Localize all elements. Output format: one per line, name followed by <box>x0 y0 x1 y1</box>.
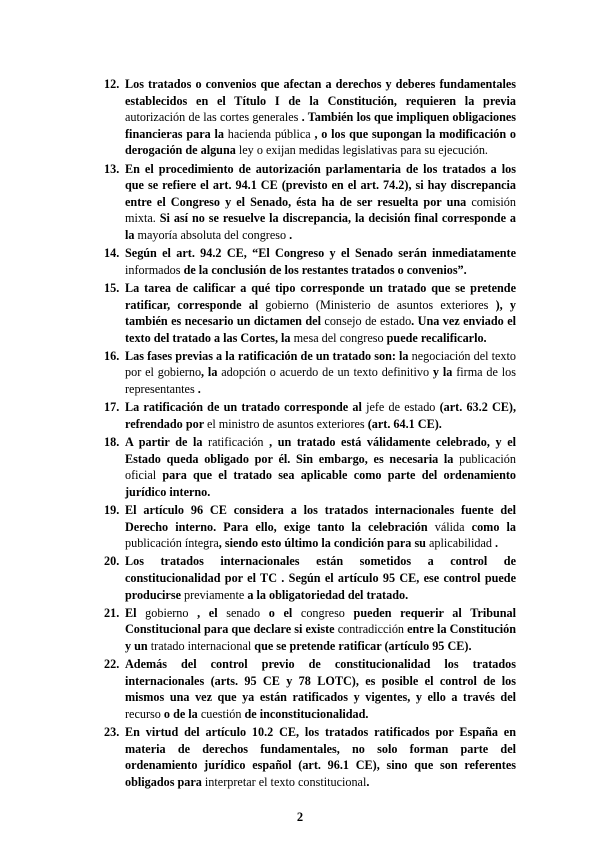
item-text-regular: el ministro de asuntos exteriores <box>206 416 365 431</box>
item-text-bold: como la <box>464 519 517 534</box>
item-number: 21. <box>104 605 120 620</box>
item-text-regular: negociación del texto por el gobierno <box>125 348 516 380</box>
list-item <box>104 553 516 603</box>
item-text-bold: pueden requerir al Tribunal Constitucional para que declare si existe <box>125 605 517 637</box>
item-text-regular: ratificación <box>208 435 264 450</box>
item-text-regular: interpretar el texto constitucional <box>204 774 367 789</box>
item-text-bold: Los tratados internacionales están sometidos a control de constitucionalidad por el TC . Según el artículo 95 CE, ese control puede producirse <box>125 554 516 602</box>
item-text-bold: y la <box>429 365 457 380</box>
item-number: 13. <box>104 161 120 176</box>
item-text-bold: El <box>125 605 146 620</box>
item-text-regular: mesa del congreso <box>293 330 384 345</box>
item-text-regular: hacienda pública <box>227 126 311 141</box>
item-text-bold: , siendo esto último la condición para su <box>218 536 430 551</box>
item-text-regular: publicación oficial <box>125 451 516 483</box>
item-text-bold: entre la Constitución y un <box>125 622 516 653</box>
item-text-regular: publicación íntegra <box>125 536 219 551</box>
item-text-regular: consejo de estado <box>324 314 412 329</box>
item-text-bold: (art. 63.2 CE), refrendado por <box>125 400 517 431</box>
item-text-bold: . También los que impliquen obligaciones financieras para la <box>125 110 516 141</box>
item-text-bold: de inconstitucionalidad. <box>241 706 369 721</box>
item-number: 12. <box>104 77 120 91</box>
list-item <box>104 656 516 722</box>
list-item <box>104 605 516 655</box>
item-text-bold: o el <box>260 605 301 620</box>
item-text-bold: a la obligatoriedad del tratado. <box>244 587 409 602</box>
item-text-bold: Si así no se resuelve la discrepancia, la decisión final corresponde a la <box>125 211 516 242</box>
item-text-bold: (art. 64.1 CE). <box>364 416 442 431</box>
item-text-regular: firma de los representantes <box>125 365 516 397</box>
list-item <box>104 724 516 790</box>
item-text-regular: mayoría absoluta del congreso <box>137 227 287 242</box>
list-item <box>104 76 516 159</box>
item-text-bold: . <box>194 382 201 397</box>
item-text-regular: contradicción <box>337 622 405 637</box>
list-item <box>104 348 516 398</box>
item-number: 17. <box>104 400 120 415</box>
item-text-bold: , el <box>188 605 227 620</box>
item-text-bold: . <box>366 774 370 789</box>
item-text-bold: En el procedimiento de autorización parlamentaria de los tratados a los que se refiere el art. 94.1 CE (previsto en el art. 74.2), si hay discrepancia entre el Congreso y el Senado, ésta ha de ser resuelta por una <box>125 161 516 209</box>
item-text-regular: adopción o acuerdo de un texto definitivo <box>221 365 430 380</box>
item-text-bold: Las fases previas a la ratificación de un tratado son: la <box>125 348 412 363</box>
item-number: 14. <box>104 246 120 261</box>
item-number: 16. <box>104 348 120 363</box>
item-text-regular: gobierno <box>145 605 189 620</box>
item-text-bold: En virtud del artículo 10.2 CE, los tratados ratificados por España en materia de derechos fundamentales, no solo forman parte del ordenamiento jurídico español (art. 96.1 CE), sino que son referentes obligados para <box>125 725 516 789</box>
item-text-regular: aplicabilidad <box>429 536 492 551</box>
item-text-bold: . Una vez enviado el texto del tratado a las Cortes, la <box>125 314 517 345</box>
list-item <box>104 399 516 432</box>
item-text-bold: que se pretende ratificar (artículo 95 CE). <box>251 638 472 653</box>
item-text-regular: congreso <box>300 605 345 620</box>
item-text-regular: ley o exijan medidas legislativas para su ejecución. <box>238 143 488 158</box>
item-text-bold: Los tratados o convenios que afectan a derechos y deberes fundamentales establecidos en el Título I de la Constitución, requieren la previa <box>125 77 516 108</box>
item-text-bold: La ratificación de un tratado corresponde al <box>125 400 367 415</box>
numbered-list <box>104 76 516 792</box>
item-text-bold: Además del control previo de constitucionalidad los tratados internacionales (arts. 95 CE y 78 LOTC), es posible el control de los mismos una vez que ya están ratificados y vigentes, y ello a través del <box>125 657 516 705</box>
item-text-bold: A partir de la <box>125 435 209 450</box>
list-item <box>104 245 516 278</box>
item-number: 22. <box>104 657 120 672</box>
item-text-regular: previamente <box>184 587 245 602</box>
item-text-bold: puede recalificarlo. <box>383 330 487 345</box>
item-text-bold: o de la <box>160 706 201 721</box>
item-text-regular: autorización de las cortes generales <box>125 110 299 125</box>
item-number: 18. <box>104 435 120 450</box>
item-text-bold: de la conclusión de los restantes tratados o convenios”. <box>180 262 467 277</box>
item-number: 23. <box>104 725 120 740</box>
item-text-regular: recurso <box>125 706 161 721</box>
item-number: 20. <box>104 554 120 569</box>
item-text-bold: El artículo 96 CE considera a los tratados internacionales fuente del Derecho interno. Para ello, exige tanto la celebración <box>125 503 516 534</box>
item-text-bold: . <box>491 536 499 551</box>
item-text-bold: para que el tratado sea aplicable como parte del ordenamiento jurídico interno. <box>125 468 516 499</box>
item-number: 19. <box>104 503 120 517</box>
item-text-regular: cuestión <box>200 706 242 721</box>
item-text-regular: senado <box>226 605 261 620</box>
item-text-bold: , un tratado está válidamente celebrado, y el Estado queda obligado por él. Sin embargo, es necesaria la <box>125 435 516 466</box>
page-number: 2 <box>296 810 304 824</box>
item-text-bold: ), y también es necesario un dictamen del <box>125 297 516 329</box>
item-text-regular: comisión mixta. <box>125 194 516 226</box>
item-text-bold: . <box>286 227 293 242</box>
item-text-regular: informados <box>125 262 181 277</box>
item-text-regular: jefe de estado <box>366 400 436 415</box>
list-item <box>104 434 516 500</box>
list-item <box>104 280 516 346</box>
item-text-regular: gobierno (Ministerio de asuntos exteriores <box>265 297 489 312</box>
item-text-regular: válida <box>434 519 465 534</box>
item-number: 15. <box>104 280 120 295</box>
item-text-bold: , la <box>201 365 222 380</box>
list-item <box>104 161 516 244</box>
item-text-regular: tratado internacional <box>150 638 252 653</box>
item-text-bold: , o los que supongan la modificación o derogación de alguna <box>125 126 516 158</box>
item-text-bold: La tarea de calificar a qué tipo corresponde un tratado que se pretende ratificar, corresponde al <box>125 280 516 312</box>
list-item <box>104 502 516 552</box>
item-text-bold: Según el art. 94.2 CE, “El Congreso y el Senado serán inmediatamente <box>125 246 516 261</box>
